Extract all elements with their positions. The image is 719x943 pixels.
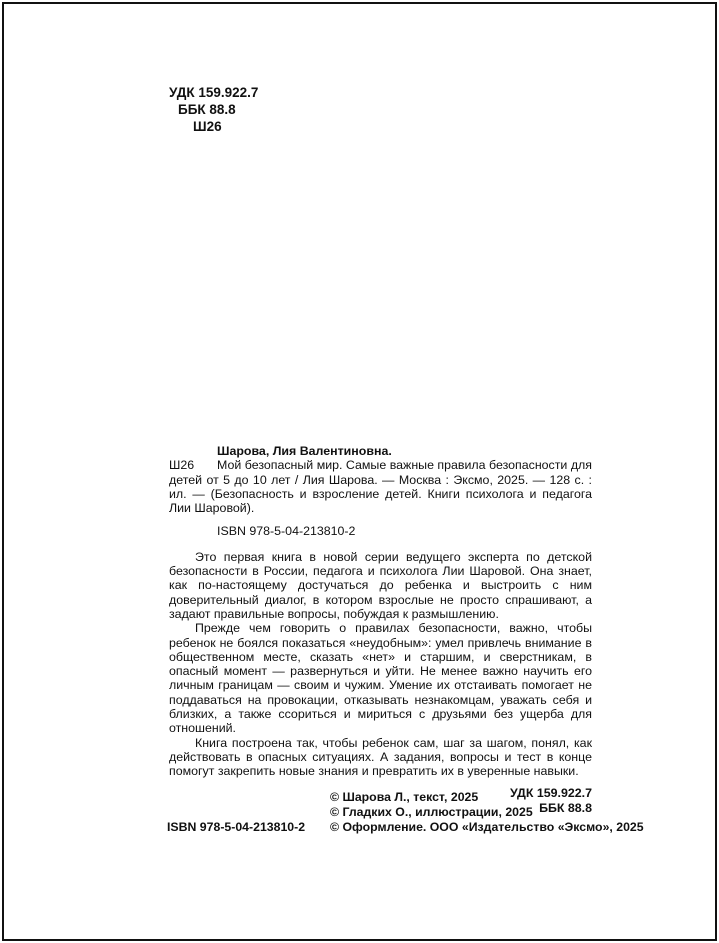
isbn-footer: ISBN 978-5-04-213810-2 [167,820,306,834]
classification-codes-top [169,84,258,135]
catalog-description-text: Мой безопасный мир. Самые важные правила безопасности для детей от 5 до 10 лет / Лия Шарова. — Москва : Эксмо, 2025. — 128 с. : ил. — (Безопасность и взросление детей. Книги психолога и педагога Лии Шаровой). [169,458,592,516]
bbk-code-bottom: ББК 88.8 [539,800,592,815]
bbk-code-top: ББК 88.8 [178,102,236,117]
author-sign-margin: Ш26 [169,458,195,473]
copyright-illustrations: © Гладких О., иллюстрации, 2025 [330,805,533,819]
author-sign-top: Ш26 [193,119,222,134]
udk-code-top: УДК 159.922.7 [169,85,259,100]
catalog-author: Шарова, Лия Валентиновна. [217,444,392,458]
imprint-column [169,444,592,816]
copyright-text-author: © Шарова Л., текст, 2025 [330,790,479,804]
catalog-description [169,458,592,515]
udk-code-bottom: УДК 159.922.7 [509,785,592,800]
copyright-block [330,790,644,835]
annotation-paragraph-3: Книга построена так, чтобы ребенок сам, шаг за шагом, понял, как действовать в опасных ситуациях. А задания, вопросы и тест в конце помогут закрепить новые знания и превратить их в уверенные навыки. [169,735,592,779]
annotation-paragraph-1: Это первая книга в новой серии ведущего эксперта по детской безопасности в России, педагога и психолога Лии Шаровой. Она знает, как по-настоящему достучаться до ребенка и выстроить с ним доверительный диалог, в котором взрослые не просто спрашивают, а задают правильные вопросы, побуждая к размышлению. [169,549,592,621]
catalog-isbn: ISBN 978-5-04-213810-2 [217,524,356,539]
copyright-publisher: © Оформление. ООО «Издательство «Эксмо», 2025 [330,820,644,834]
annotation-paragraph-2: Прежде чем говорить о правилах безопасности, важно, чтобы ребенок не боялся показаться «неудобным»: умел привлечь внимание в общественном месте, сказать «нет» и старшим, и сверстникам, в опасный момент — развернуться и уйти. Не менее важно научить его личным границам — своим и чужим. Умение их отстаивать помогает не поддаваться на провокации, отказывать незнакомцам, уважать себя и близких, а также ссориться и мириться с друзьями без ущерба для отношений. [169,621,592,736]
